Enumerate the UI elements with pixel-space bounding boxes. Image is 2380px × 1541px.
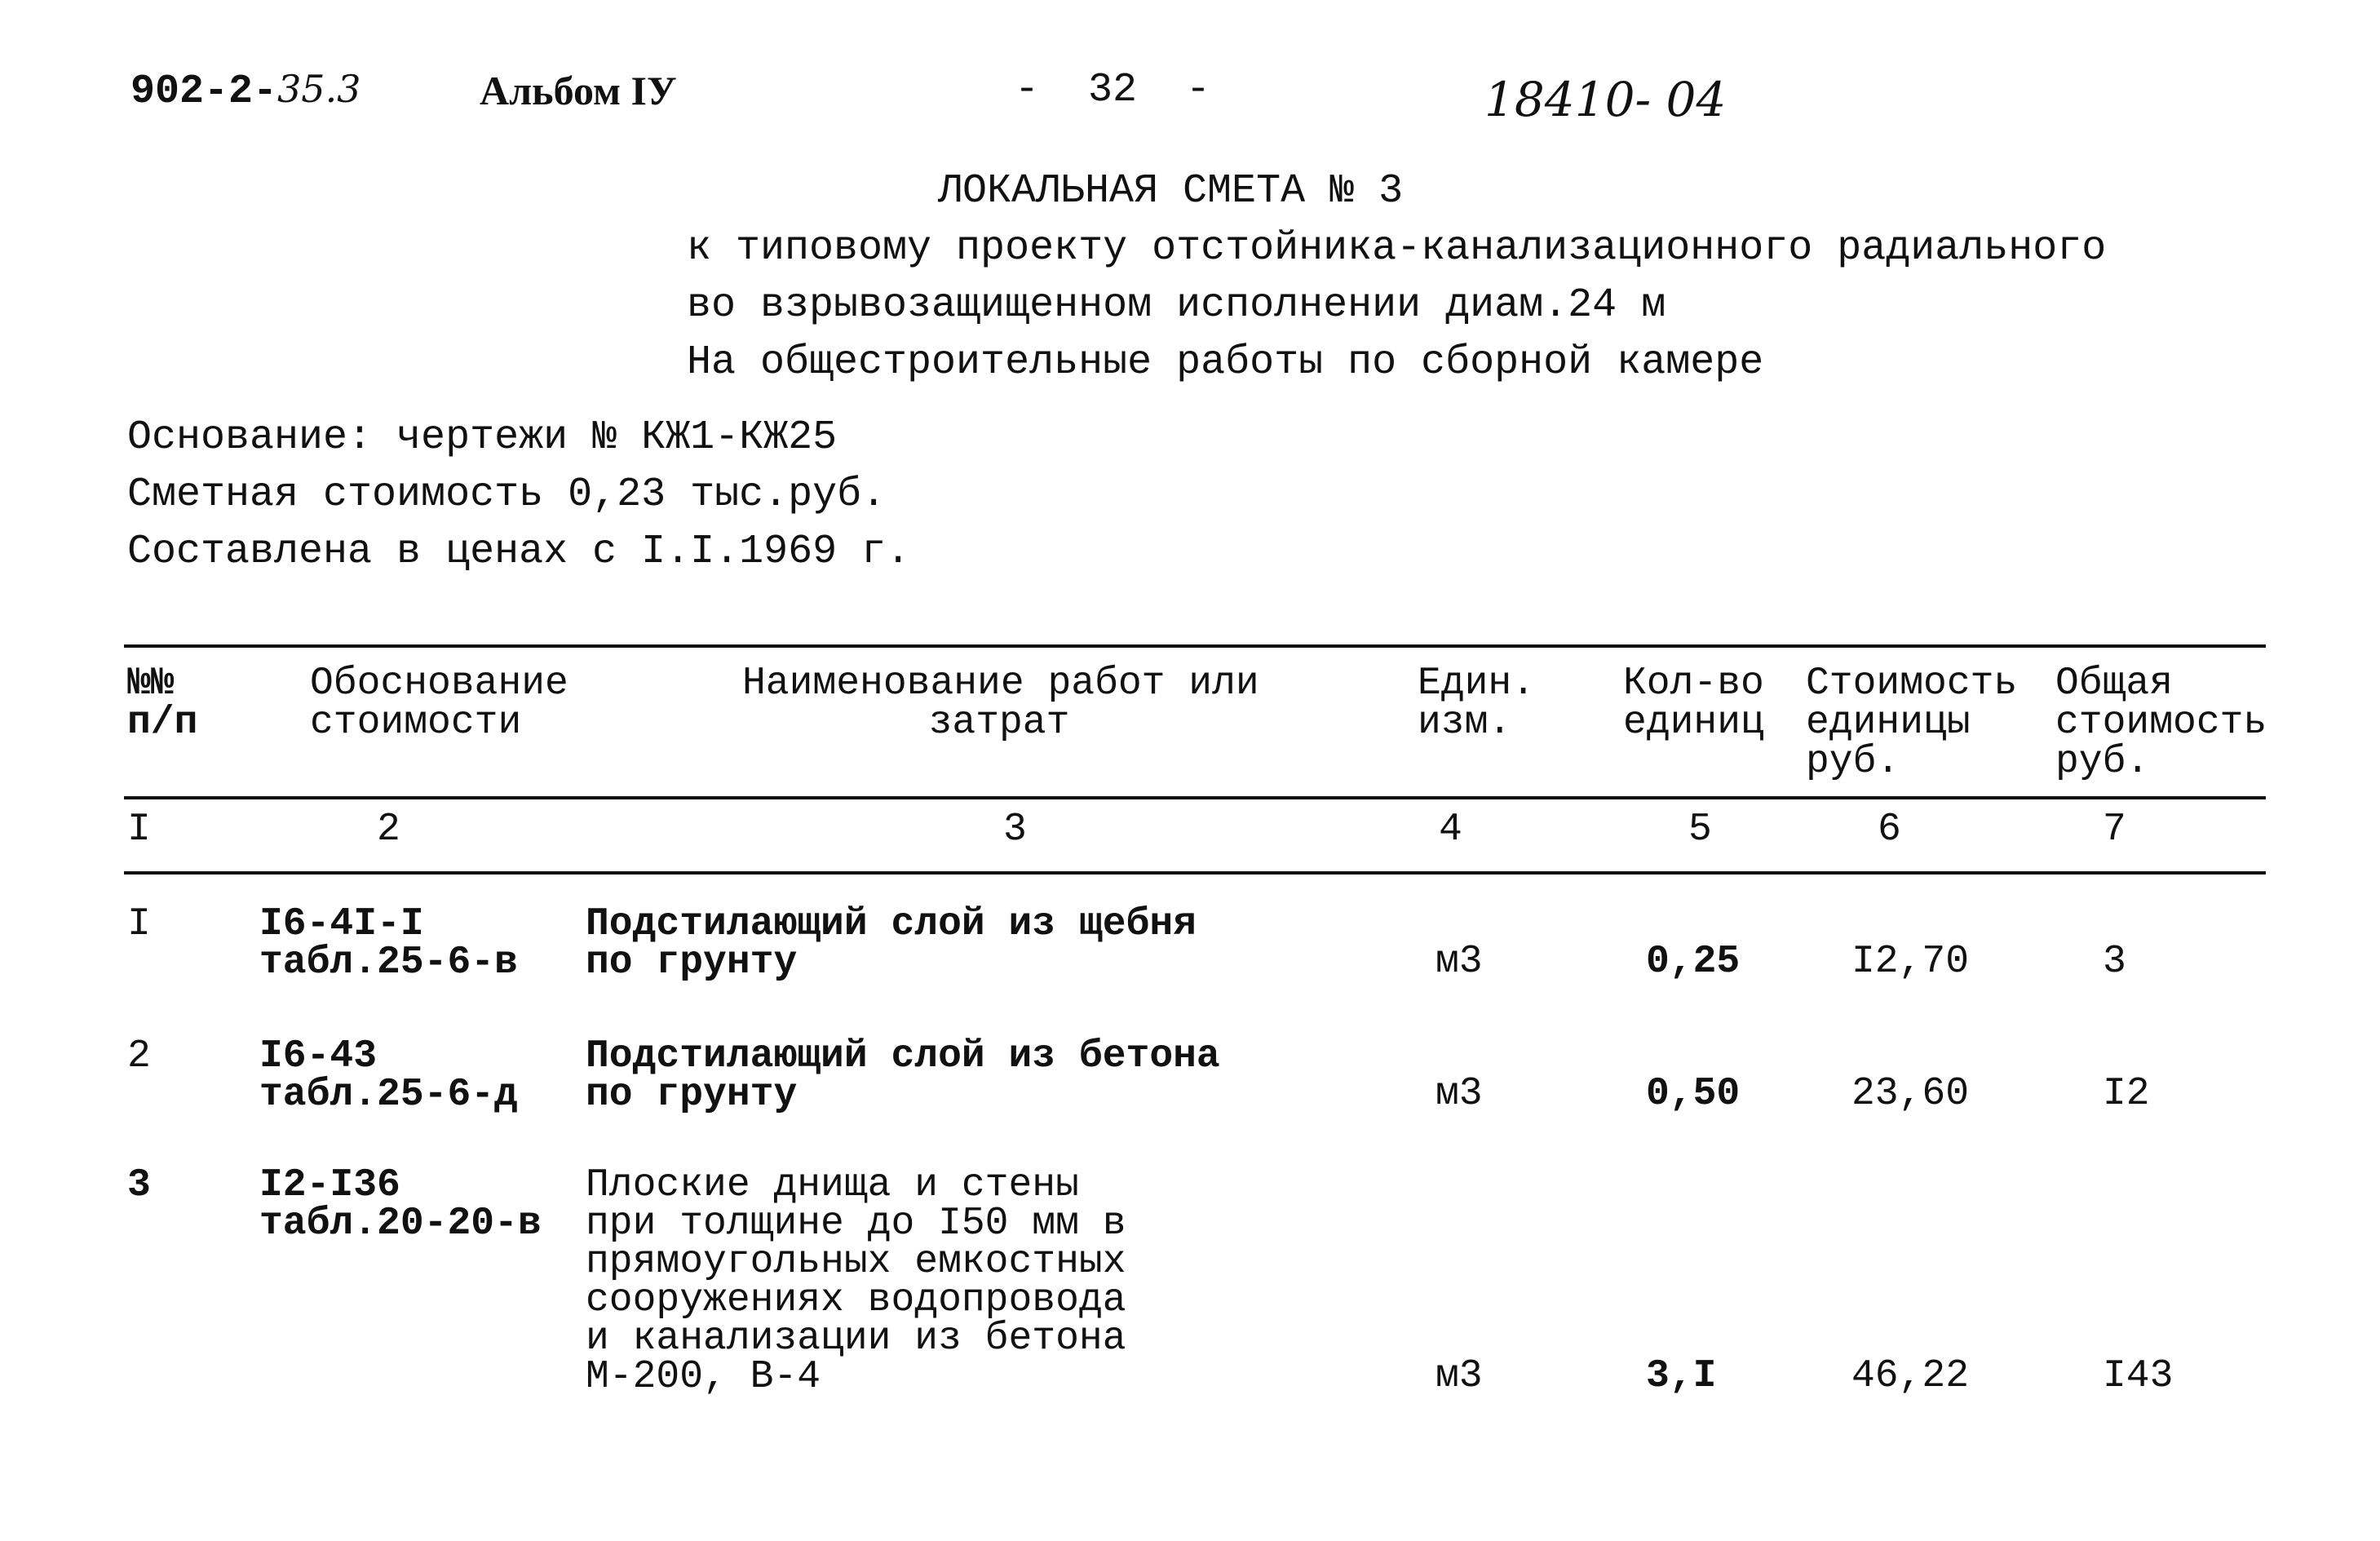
row-3-unit: м3 (1436, 1354, 1483, 1398)
page-number: - 32 - (1015, 67, 1211, 113)
column-number-7: 7 (2103, 808, 2126, 852)
header-col-unit: Един. изм. (1418, 662, 1536, 745)
header-col-quantity: Кол-во единиц (1623, 662, 1764, 745)
price-base: Составлена в ценах с I.I.1969 г. (127, 529, 911, 575)
row-1-unit-cost: I2,70 (1851, 940, 1970, 984)
basis-drawings: Основание: чертежи № КЖ1-КЖ25 (127, 414, 838, 461)
row-3-unit-cost: 46,22 (1851, 1354, 1970, 1398)
column-number-6: 6 (1878, 808, 1901, 852)
row-1-name: Подстилающий слой из щебня по грунту (586, 902, 1197, 985)
table-top-rule (124, 644, 2266, 648)
column-number-3: 3 (1003, 808, 1027, 852)
header-col-basis: Обоснование стоимости (310, 662, 568, 745)
handwritten-number: 18410- 04 (1484, 72, 1727, 127)
doc-code (131, 67, 361, 115)
estimate-title: ЛОКАЛЬНАЯ СМЕТА № 3 (938, 168, 1404, 215)
row-2-basis: I6-43 табл.25-6-д (259, 1034, 518, 1117)
header-col-unit-cost: Стоимость единицы руб. (1806, 662, 2018, 784)
row-3-number: 3 (127, 1163, 151, 1207)
row-3-quantity: 3,I (1646, 1354, 1717, 1398)
doc-code-handwritten: 35.3 (277, 67, 361, 111)
header-col-total: Общая стоимость руб. (2055, 662, 2267, 784)
column-number-2: 2 (377, 808, 400, 852)
row-2-total: I2 (2103, 1072, 2150, 1116)
album-label: Альбом IУ (480, 68, 677, 113)
column-numbers-rule (124, 871, 2266, 875)
row-2-unit: м3 (1436, 1072, 1483, 1116)
row-1-number: I (127, 902, 151, 946)
row-2-unit-cost: 23,60 (1851, 1072, 1970, 1116)
subtitle-line-3: На общестроительные работы по сборной камере (687, 339, 1764, 386)
header-col-number: №№ п/п (127, 662, 198, 745)
row-3-basis: I2-I36 табл.20-20-в (259, 1163, 542, 1246)
header-bottom-rule (124, 796, 2266, 799)
row-1-total: 3 (2103, 940, 2126, 984)
row-1-unit: м3 (1436, 940, 1483, 984)
header-col-name: Наименование работ или затрат (742, 662, 1259, 745)
row-2-quantity: 0,50 (1646, 1072, 1741, 1116)
estimated-cost: Сметная стоимость 0,23 тыс.руб. (127, 472, 887, 518)
column-number-1: I (127, 808, 151, 852)
row-1-basis: I6-4I-I табл.25-6-в (259, 902, 518, 985)
row-3-total: I43 (2103, 1354, 2174, 1398)
row-3-name: Плоские днища и стены при толщине до I50 мм в прямоугольных емкостных сооружениях водопровода и канализации из бетона М-200, В-4 (586, 1163, 1126, 1399)
column-number-4: 4 (1439, 808, 1462, 852)
row-1-quantity: 0,25 (1646, 940, 1741, 984)
row-2-number: 2 (127, 1034, 151, 1078)
column-number-5: 5 (1688, 808, 1712, 852)
doc-code-printed: 902-2- (131, 69, 278, 115)
subtitle-line-2: во взрывозащищенном исполнении диам.24 м (687, 282, 1666, 329)
row-2-name: Подстилающий слой из бетона по грунту (586, 1034, 1220, 1117)
subtitle-line-1: к типовому проекту отстойника-канализационного радиального (687, 225, 2107, 272)
